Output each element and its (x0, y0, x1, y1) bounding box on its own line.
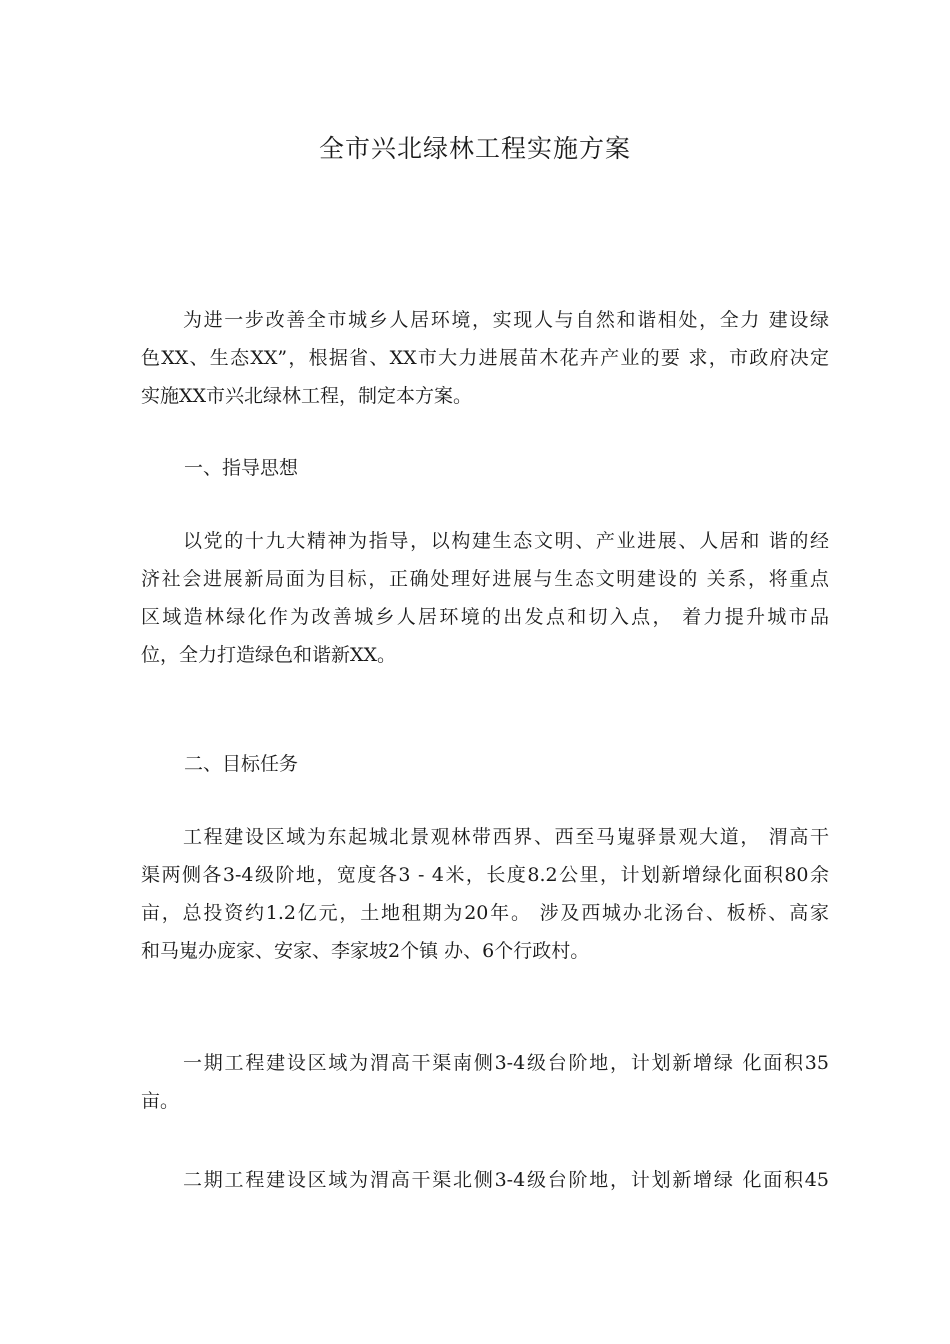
paragraph-line: 色XX、生态XX”，根据省、XX市大力进展苗木花卉产业的要 求，市政府决定 (141, 347, 829, 369)
paragraph-line: 为进一步改善全市城乡人居环境，实现人与自然和谐相处，全力 建设绿 (183, 309, 829, 331)
guiding-ideology-paragraph (141, 522, 829, 674)
phase-two-paragraph (141, 1161, 829, 1199)
phase-one-paragraph (141, 1044, 829, 1120)
document-title: 全市兴北绿林工程实施方案 (318, 134, 631, 163)
paragraph-line: 渠两侧各3-4级阶地，宽度各3 - 4米，长度8.2公里，计划新增绿化面积80余 (141, 864, 829, 886)
intro-paragraph (141, 301, 829, 415)
goals-tasks-paragraph (141, 818, 829, 970)
section-heading-goals-tasks: 二、目标任务 (184, 753, 299, 775)
paragraph-line: 二期工程建设区域为渭高干渠北侧3-4级台阶地，计划新增绿 化面积45 (183, 1169, 829, 1191)
paragraph-line: 区域造林绿化作为改善城乡人居环境的出发点和切入点， 着力提升城市品 (141, 606, 829, 628)
paragraph-line: 工程建设区域为东起城北景观林带西界、西至马嵬驿景观大道， 渭高干 (183, 826, 829, 848)
paragraph-line: 实施XX市兴北绿林工程，制定本方案。 (141, 385, 473, 407)
paragraph-line: 亩，总投资约1.2亿元，土地租期为20年。 涉及西城办北汤台、板桥、高家 (141, 902, 829, 924)
section-heading-guiding-ideology: 一、指导思想 (184, 457, 299, 479)
paragraph-line: 济社会进展新局面为目标，正确处理好进展与生态文明建设的 关系，将重点 (141, 568, 829, 590)
paragraph-line: 和马嵬办庞家、安家、李家坡2个镇 办、6个行政村。 (141, 940, 590, 962)
paragraph-line: 亩。 (141, 1090, 180, 1112)
paragraph-line: 一期工程建设区域为渭高干渠南侧3-4级台阶地，计划新增绿 化面积35 (183, 1052, 829, 1074)
paragraph-line: 位，全力打造绿色和谐新XX。 (141, 644, 397, 666)
paragraph-line: 以党的十九大精神为指导，以构建生态文明、产业进展、人居和 谐的经 (183, 530, 829, 552)
